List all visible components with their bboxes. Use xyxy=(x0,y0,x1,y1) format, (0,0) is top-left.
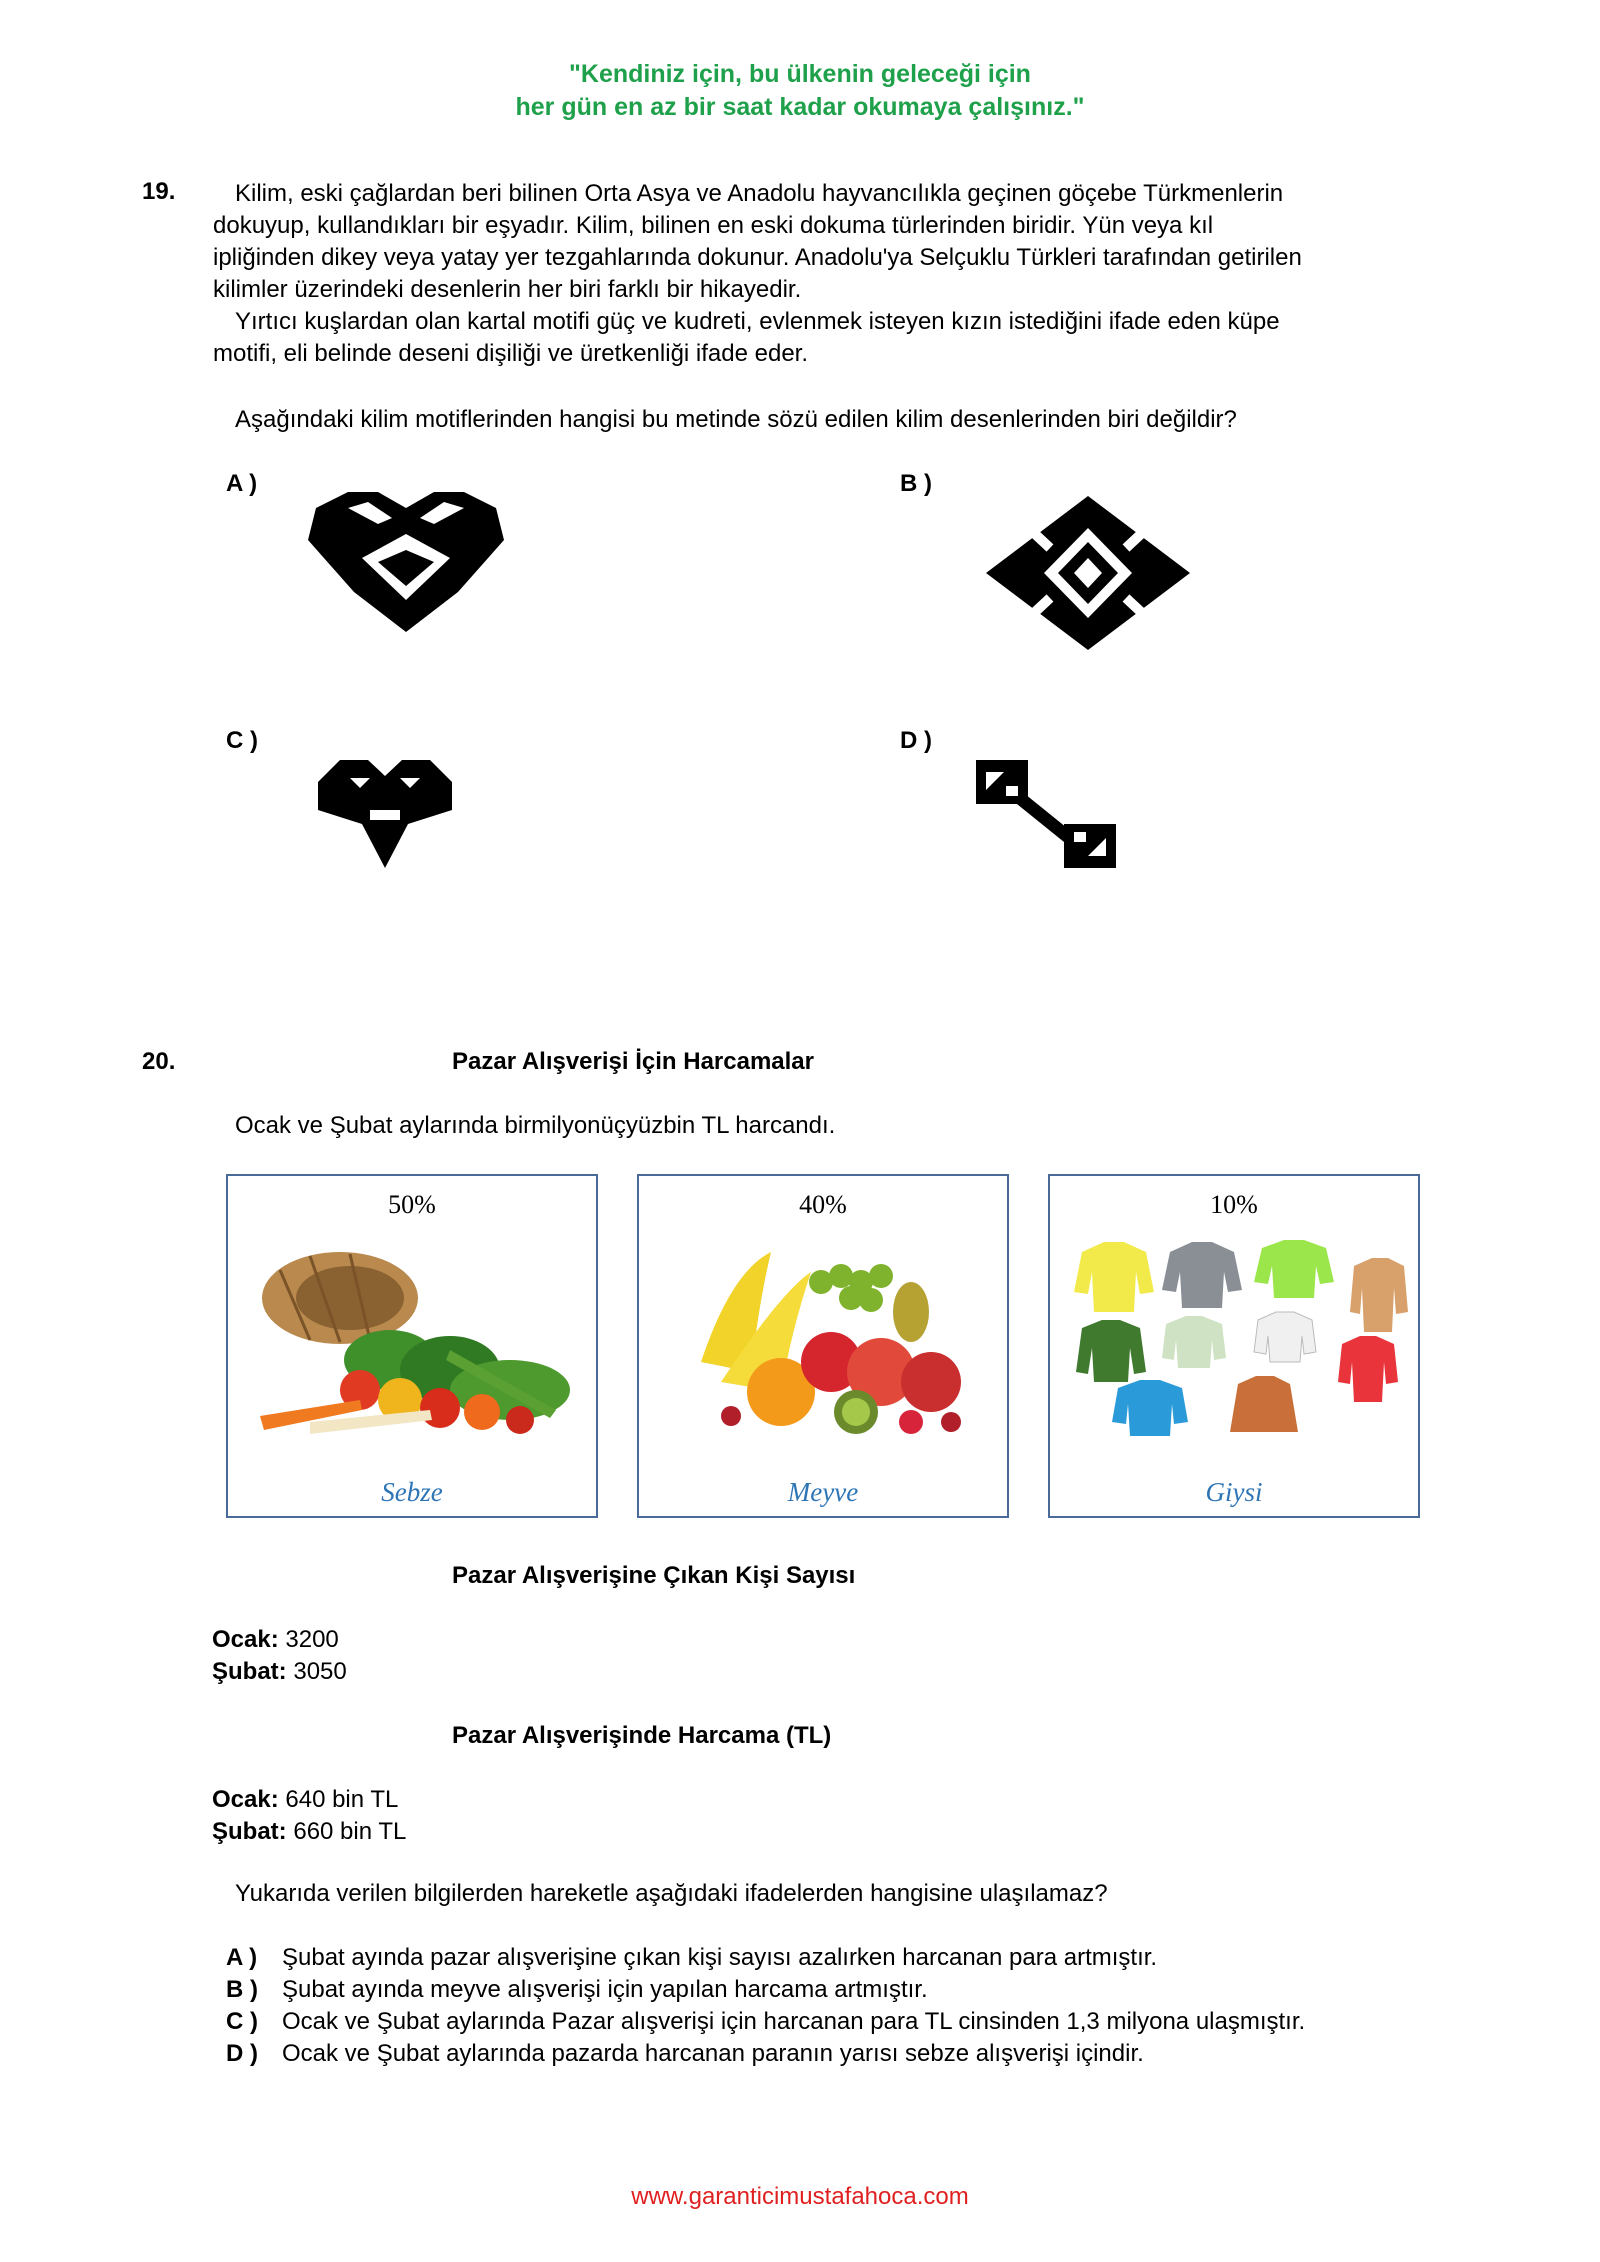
answer-a[interactable] xyxy=(226,1942,1526,1974)
question-20-prompt: Yukarıda verilen bilgilerden hareketle aşağıdaki ifadelerden hangisine ulaşılamaz? xyxy=(235,1880,1108,1907)
question-19-prompt: Aşağındaki kilim motiflerinden hangisi bu metinde sözü edilen kilim desenlerinden biri değildir? xyxy=(235,406,1237,433)
card-percent: 40% xyxy=(799,1190,847,1219)
eagle-motif-icon xyxy=(308,488,504,632)
clothes-icon xyxy=(1062,1232,1408,1442)
vegetable-basket-icon xyxy=(250,1240,576,1440)
option-d-label[interactable]: D ) xyxy=(900,727,932,754)
option-b-motif[interactable] xyxy=(980,490,1196,656)
q19-line: Kilim, eski çağlardan beri bilinen Orta Asya ve Anadolu hayvancılıkla geçinen göçebe Türkmenlerin xyxy=(235,180,1284,207)
hand-on-hip-motif-icon xyxy=(976,760,1116,868)
month-label: Ocak: xyxy=(212,1786,279,1813)
answer-c[interactable] xyxy=(226,2006,1526,2038)
option-a-label[interactable]: A ) xyxy=(226,470,258,497)
people-row-subat xyxy=(212,1656,347,1688)
question-19-number: 19. xyxy=(142,178,176,205)
footer-url[interactable]: www.garanticimustafahoca.com xyxy=(631,2183,969,2210)
answer-label: D ) xyxy=(226,2040,258,2067)
answer-label: A ) xyxy=(226,1944,258,1971)
question-20-title: Pazar Alışverişi İçin Harcamalar xyxy=(452,1048,814,1075)
answer-text: Ocak ve Şubat aylarında pazarda harcanan paranın yarısı sebze alışverişi içindir. xyxy=(282,2040,1144,2067)
spend-row-ocak xyxy=(212,1784,406,1816)
month-label: Şubat: xyxy=(212,1818,287,1845)
month-label: Şubat: xyxy=(212,1658,287,1685)
question-20-number: 20. xyxy=(142,1048,176,1075)
option-b-label[interactable]: B ) xyxy=(900,470,932,497)
q19-line: motifi, eli belinde deseni dişiliği ve üretkenliği ifade eder. xyxy=(213,340,809,367)
diamond-motif-icon xyxy=(980,490,1196,656)
card-vegetables xyxy=(226,1174,598,1518)
answer-text: Şubat ayında pazar alışverişine çıkan kişi sayısı azalırken harcanan para artmıştır. xyxy=(282,1944,1158,1971)
card-caption: Giysi xyxy=(1205,1477,1263,1507)
card-percent: 10% xyxy=(1210,1190,1258,1219)
q19-line: Yırtıcı kuşlardan olan kartal motifi güç ve kudreti, evlenmek isteyen kızın istediğini ifade eden küpe xyxy=(235,308,1280,335)
card-caption: Sebze xyxy=(381,1477,443,1507)
fruit-pile-icon xyxy=(661,1242,987,1438)
people-count-title: Pazar Alışverişine Çıkan Kişi Sayısı xyxy=(452,1562,856,1589)
spend-value: 660 bin TL xyxy=(286,1818,407,1845)
month-label: Ocak: xyxy=(212,1626,279,1653)
answer-label: B ) xyxy=(226,1976,258,2003)
option-c-motif[interactable] xyxy=(318,760,452,868)
people-value: 3200 xyxy=(278,1626,339,1653)
option-c-label[interactable]: C ) xyxy=(226,727,258,754)
card-clothes xyxy=(1048,1174,1420,1518)
people-row-ocak xyxy=(212,1624,347,1656)
question-20-answers xyxy=(226,1942,1526,2070)
answer-b[interactable] xyxy=(226,1974,1526,2006)
card-fruits xyxy=(637,1174,1009,1518)
people-count-list xyxy=(212,1624,347,1688)
q19-line: kilimler üzerindeki desenlerin her biri farklı bir hikayedir. xyxy=(213,276,802,303)
question-20-intro: Ocak ve Şubat aylarında birmilyonüçyüzbin TL harcandı. xyxy=(235,1112,836,1139)
motto-line-1: "Kendiniz için, bu ülkenin geleceği için xyxy=(569,60,1031,88)
people-value: 3050 xyxy=(286,1658,347,1685)
q19-line: dokuyup, kullandıkları bir eşyadır. Kilim, bilinen en eski dokuma türlerinden biridir. Yün veya kıl xyxy=(213,212,1214,239)
option-d-motif[interactable] xyxy=(976,760,1116,868)
spend-value: 640 bin TL xyxy=(278,1786,399,1813)
spending-title: Pazar Alışverişinde Harcama (TL) xyxy=(452,1722,832,1749)
answer-text: Şubat ayında meyve alışverişi için yapılan harcama artmıştır. xyxy=(282,1976,928,2003)
header-motto xyxy=(0,58,1600,124)
option-a-motif[interactable] xyxy=(308,488,504,632)
question-19-text xyxy=(213,178,1483,370)
card-percent: 50% xyxy=(388,1190,436,1219)
spending-list xyxy=(212,1784,406,1848)
card-caption: Meyve xyxy=(787,1477,859,1507)
q19-line: ipliğinden dikey veya yatay yer tezgahlarında dokunur. Anadolu'ya Selçuklu Türkleri tarafından getirilen xyxy=(213,244,1302,271)
answer-d[interactable] xyxy=(226,2038,1526,2070)
answer-label: C ) xyxy=(226,2008,258,2035)
answer-text: Ocak ve Şubat aylarında Pazar alışverişi için harcanan para TL cinsinden 1,3 milyona ulaşmıştır. xyxy=(282,2008,1306,2035)
earring-motif-icon xyxy=(318,760,452,868)
spend-row-subat xyxy=(212,1816,406,1848)
motto-line-2: her gün en az bir saat kadar okumaya çalışınız." xyxy=(515,93,1085,121)
